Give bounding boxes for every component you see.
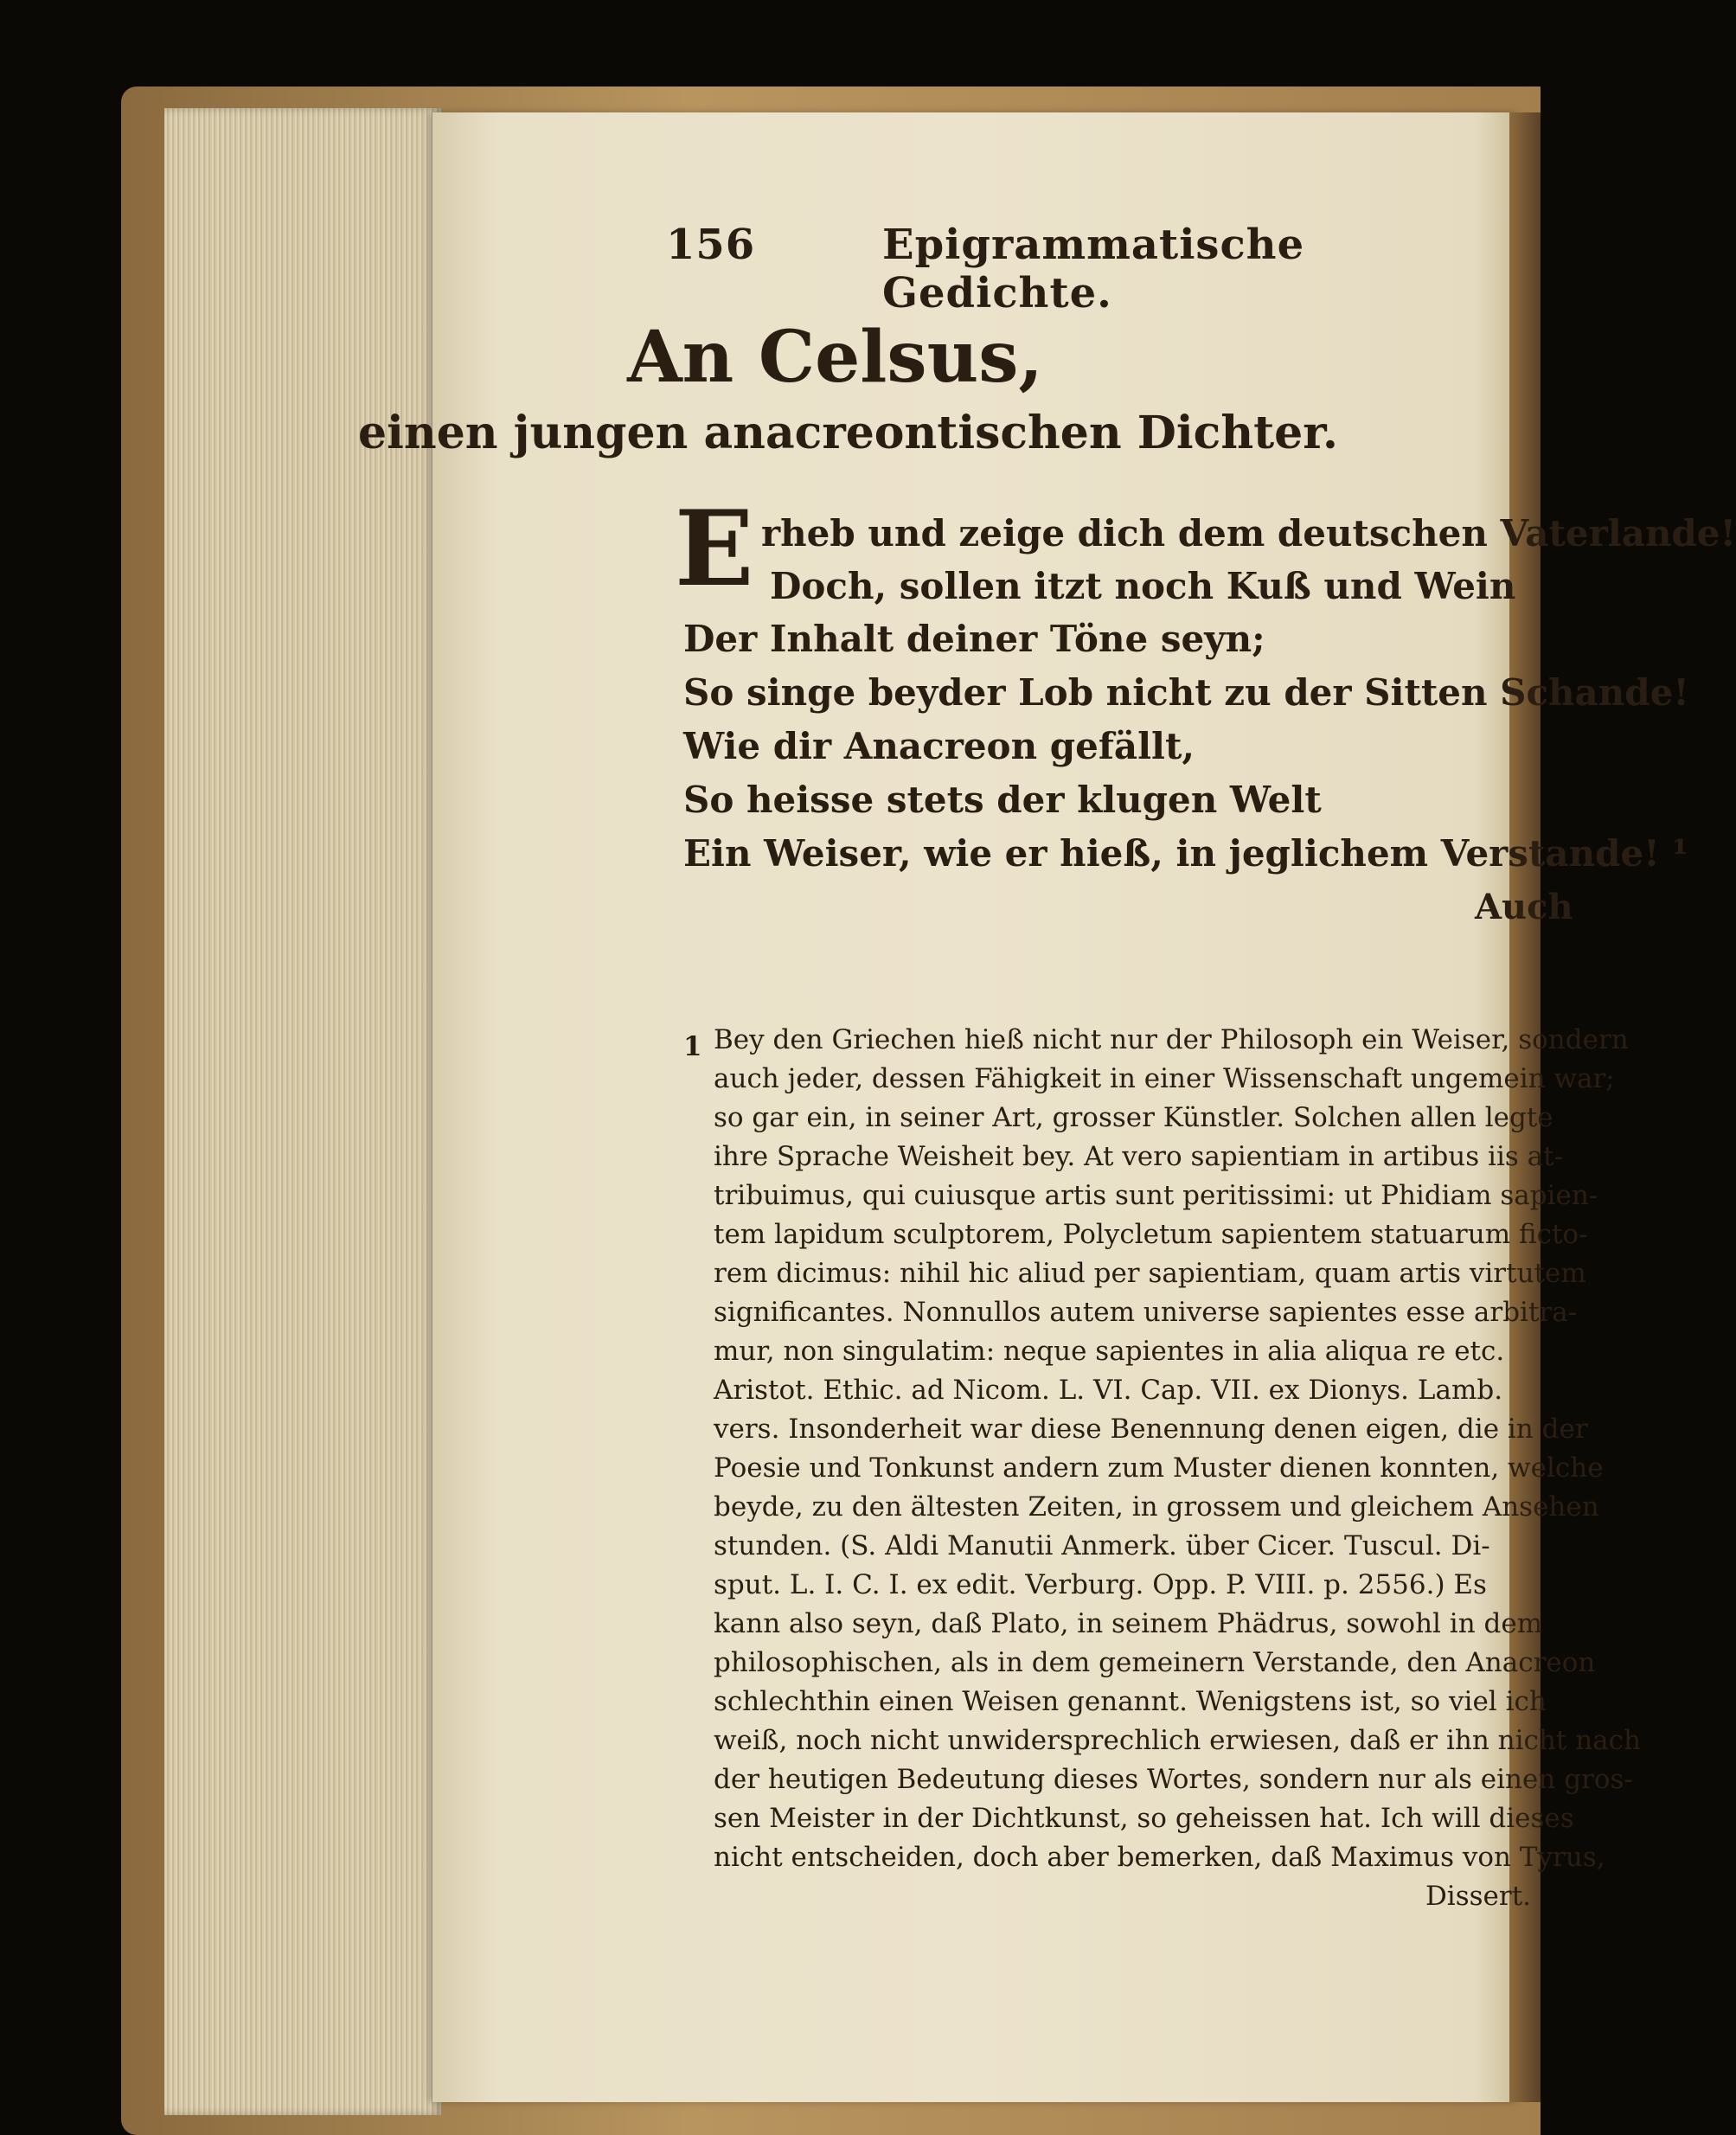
page-number: 156 [666, 221, 756, 269]
footnote-line: Poesie und Tonkunst andern zum Muster dienen konnten, welche [714, 1452, 1604, 1484]
poem-line: So heisse stets der klugen Welt [683, 779, 1322, 821]
poem-line: So singe beyder Lob nicht zu der Sitten Schande! [683, 671, 1689, 714]
footnote-line: rem dicimus: nihil hic aliud per sapientiam, quam artis virtutem [714, 1258, 1586, 1289]
footnote-line: tem lapidum sculptorem, Polycletum sapientem statuarum ficto- [714, 1219, 1588, 1250]
footnote-line: sen Meister in der Dichtkunst, so geheissen hat. Ich will dieses [714, 1803, 1574, 1834]
footnote-line: so gar ein, in seiner Art, grosser Künstler. Solchen allen legte [714, 1102, 1553, 1133]
footnote-line: tribuimus, qui cuiusque artis sunt peritissimi: ut Phidiam sapien- [714, 1180, 1598, 1211]
poem-line: Ein Weiser, wie er hieß, in jeglichem Verstande! ¹ [683, 832, 1688, 875]
footnote-line: Aristot. Ethic. ad Nicom. L. VI. Cap. VII. ex Dionys. Lamb. [714, 1375, 1503, 1406]
poem-line: Wie dir Anacreon gefällt, [683, 725, 1195, 767]
poem-subtitle: einen jungen anacreontischen Dichter. [358, 407, 1338, 459]
footnote [714, 1021, 1641, 1916]
footnote-line: Bey den Griechen hieß nicht nur der Philosoph ein Weiser, sondern [714, 1024, 1629, 1055]
footnote-line: stunden. (S. Aldi Manutii Anmerk. über Cicer. Tuscul. Di- [714, 1530, 1490, 1561]
footnote-line: mur, non singulatim: neque sapientes in alia aliqua re etc. [714, 1336, 1505, 1367]
footnote-line: philosophischen, als in dem gemeinern Verstande, den Anacreon [714, 1647, 1596, 1678]
footnote-line: vers. Insonderheit war diese Benennung denen eigen, die in der [714, 1414, 1588, 1445]
footnote-line: nicht entscheiden, doch aber bemerken, daß Maximus von Tyrus, [714, 1842, 1605, 1873]
dropcap: E [675, 488, 754, 610]
footnote-line: schlechthin einen Weisen genannt. Wenigstens ist, so viel ich [714, 1686, 1547, 1717]
footnote-line: significantes. Nonnullos autem universe sapientes esse arbitra- [714, 1297, 1578, 1328]
footnote-line: sput. L. I. C. I. ex edit. Verburg. Opp. P. VIII. p. 2556.) Es [714, 1569, 1487, 1600]
footnote-marker: 1 [683, 1031, 702, 1062]
poem-line: Der Inhalt deiner Töne seyn; [683, 618, 1265, 660]
poem-line: Doch, sollen itzt noch Kuß und Wein [770, 565, 1516, 607]
footnote-line: weiß, noch nicht unwidersprechlich erwiesen, daß er ihn nicht nach [714, 1725, 1641, 1756]
footnote-line: auch jeder, dessen Fähigkeit in einer Wissenschaft ungemein war; [714, 1063, 1615, 1094]
footnote-line: beyde, zu den ältesten Zeiten, in grossem und gleichem Ansehen [714, 1491, 1599, 1523]
footnote-line: kann also seyn, daß Plato, in seinem Phädrus, sowohl in dem [714, 1608, 1543, 1639]
footnote-line: der heutigen Bedeutung dieses Wortes, sondern nur als einen gros- [714, 1764, 1633, 1795]
running-head: Epigrammatische Gedichte. [882, 221, 1305, 317]
poem-title: An Celsus, [627, 316, 1043, 399]
footnote-line: Dissert. [1425, 1881, 1531, 1912]
footnote-line: ihre Sprache Weisheit bey. At vero sapientiam in artibus iis at- [714, 1141, 1564, 1172]
poem-line: rheb und zeige dich dem deutschen Vaterlande! [761, 512, 1736, 555]
catchword: Auch [1475, 887, 1573, 927]
